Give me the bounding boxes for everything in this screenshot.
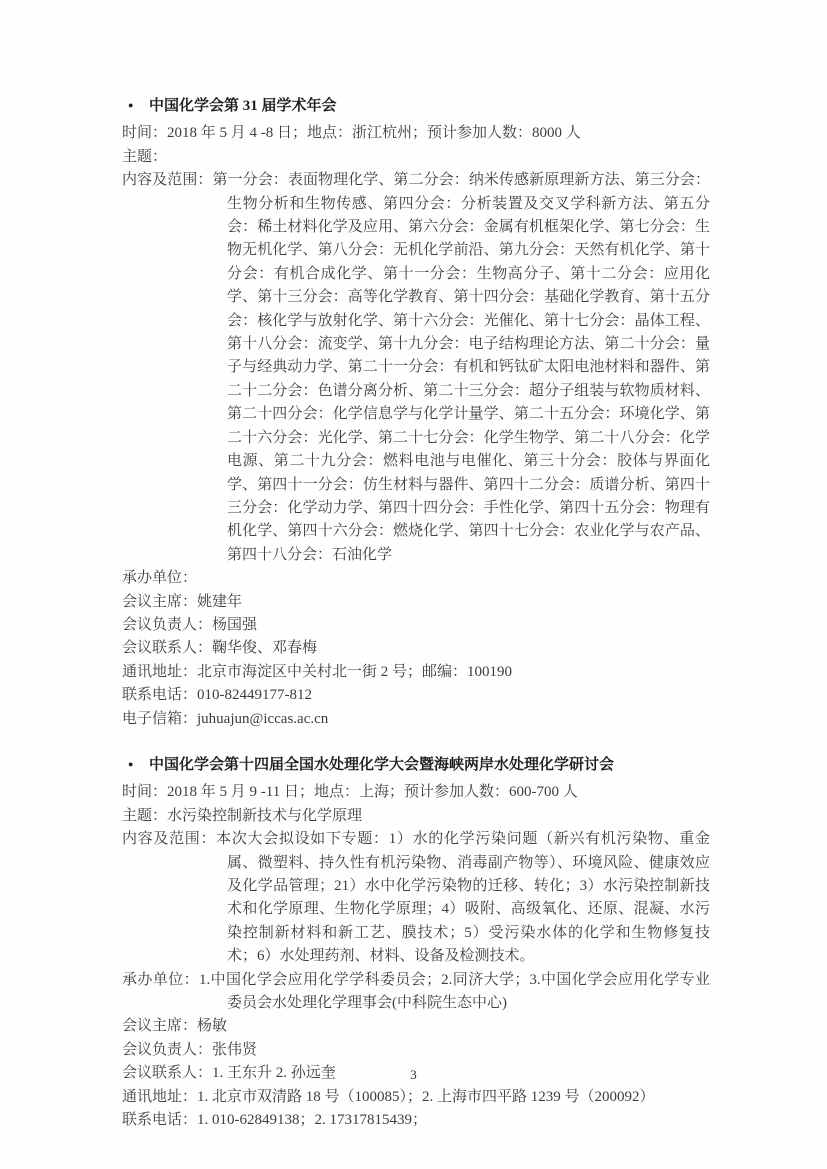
conference-title-row (122, 94, 710, 118)
field-value: 水污染控制新技术与化学原理 (167, 807, 363, 824)
field-row-email (122, 708, 710, 731)
field-label: 联系电话： (122, 687, 198, 704)
field-row-phone (122, 684, 710, 707)
field-label: 会议负责人： (122, 1041, 213, 1058)
field-value: 2018 年 5 月 9 -11 日；地点：上海；预计参加人数：600-700 人 (167, 784, 578, 801)
field-row-contact-person (122, 637, 710, 660)
field-label: 时间： (122, 125, 168, 142)
field-row-organizer (122, 969, 710, 1016)
field-value: 姚建年 (197, 593, 243, 610)
field-label: 主题： (122, 148, 168, 165)
field-label: 联系电话： (122, 1112, 198, 1129)
field-value: 本次大会拟设如下专题：1）水的化学污染问题（新兴有机污染物、重金属、微塑料、持久性有机污染物、消毒副产物等）、环境风险、健康效应及化学品管理；21）水中化学污染物的迁移、转化；3）水污染控制新技术和化学原理、生物化学原理；4）吸附、高级氧化、还原、混凝、水污染控制新材料和新工艺、膜技术；5）受污染水体的化学和生物修复技术；6）水处理药剂、材料、设备及检测技术。 (216, 831, 710, 965)
field-label: 会议主席： (122, 593, 198, 610)
field-label: 通讯地址： (122, 663, 198, 680)
field-label: 内容及范围： (122, 172, 213, 189)
document-content (122, 94, 710, 1132)
conference-title: 中国化学会第 31 届学术年会 (149, 98, 337, 114)
field-label: 承办单位： (122, 570, 198, 587)
bullet-icon: ● (128, 758, 134, 769)
field-label: 时间： (122, 784, 168, 801)
field-row-chairman (122, 591, 710, 614)
field-value: 第一分会：表面物理化学、第二分会：纳米传感新原理新方法、第三分会：生物分析和生物传感、第四分会：分析装置及交叉学科新方法、第五分会：稀土材料化学及应用、第六分会：金属有机框架化学、第七分会：生物无机化学、第八分会：无机化学前沿、第九分会：天然有机化学、第十分会：有机合成化学、第十一分会：生物高分子、第十二分会：应用化学、第十三分会：高等化学教育、第十四分会：基础化学教育、第十五分会：核化学与放射化学、第十六分会：光催化、第十七分会：晶体工程、第十八分会：流变学、第十九分会：电子结构理论方法、第二十分会：量子与经典动力学、第二十一分会：有机和钙钛矿太阳电池材料和器件、第二十二分会：色谱分离分析、第二十三分会：超分子组装与软物质材料、第二十四分会：化学信息学与化学计量学、第二十五分会：环境化学、第二十六分会：光化学、第二十七分会：化学生物学、第二十八分会：化学电源、第二十九分会：燃料电池与电催化、第三十分会：胶体与界面化学、第四十一分会：仿生材料与器件、第四十二分会：质谱分析、第四十三分会：化学动力学、第四十四分会：手性化学、第四十五分会：物理有机化学、第四十六分会：燃烧化学、第四十七分会：农业化学与农产品、第四十八分会：石油化学 (212, 172, 710, 563)
field-label: 电子信箱： (122, 710, 198, 727)
field-value: juhuajun@iccas.ac.cn (197, 710, 329, 727)
field-label: 会议联系人： (122, 1065, 213, 1082)
field-row-time (122, 122, 710, 145)
field-label: 会议主席： (122, 1018, 198, 1035)
field-value: 010-82449177-812 (197, 687, 313, 704)
field-value: 2018 年 5 月 4 -8 日；地点：浙江杭州；预计参加人数：8000 人 (167, 125, 581, 142)
field-value: 杨国强 (212, 616, 258, 633)
field-value: 1. 王东升 2. 孙远奎 (212, 1065, 336, 1082)
field-label: 通讯地址： (122, 1088, 198, 1105)
field-row-organizer (122, 567, 710, 590)
conference-section-1 (122, 94, 710, 731)
field-row-time (122, 781, 710, 804)
field-row-address (122, 1086, 710, 1109)
field-label: 内容及范围： (122, 831, 217, 848)
bullet-icon: ● (128, 100, 134, 110)
conference-title-row (122, 753, 710, 777)
page-number: 3 (410, 1067, 417, 1082)
field-value: 北京市海淀区中关村北一街 2 号；邮编：100190 (197, 663, 513, 680)
field-value: 张伟贤 (212, 1041, 258, 1058)
field-value: 1.中国化学会应用化学学科委员会；2.同济大学；3.中国化学会应用化学专业委员会水处理化学理事会(中科院生态中心) (198, 971, 710, 1012)
field-row-address (122, 661, 710, 684)
conference-title: 中国化学会第十四届全国水处理化学大会暨海峡两岸水处理化学研讨会 (149, 756, 615, 773)
field-value: 1. 北京市双清路 18 号（100085）；2. 上海市四平路 1239 号（200092） (197, 1088, 655, 1105)
field-value: 杨敏 (197, 1018, 228, 1035)
field-label: 承办单位： (122, 971, 199, 988)
field-row-chairman (122, 1015, 710, 1038)
field-value: 1. 010-62849138；2. 17317815439； (197, 1112, 428, 1129)
field-row-director (122, 614, 710, 637)
field-row-director (122, 1039, 710, 1062)
field-label: 主题： (122, 807, 168, 824)
field-row-scope (122, 169, 710, 567)
field-value: 鞠华俊、邓春梅 (212, 640, 318, 657)
field-label: 会议负责人： (122, 616, 213, 633)
field-row-topic (122, 805, 710, 828)
field-row-topic (122, 146, 710, 169)
field-row-scope (122, 828, 710, 968)
field-label: 会议联系人： (122, 640, 213, 657)
field-row-phone (122, 1109, 710, 1132)
